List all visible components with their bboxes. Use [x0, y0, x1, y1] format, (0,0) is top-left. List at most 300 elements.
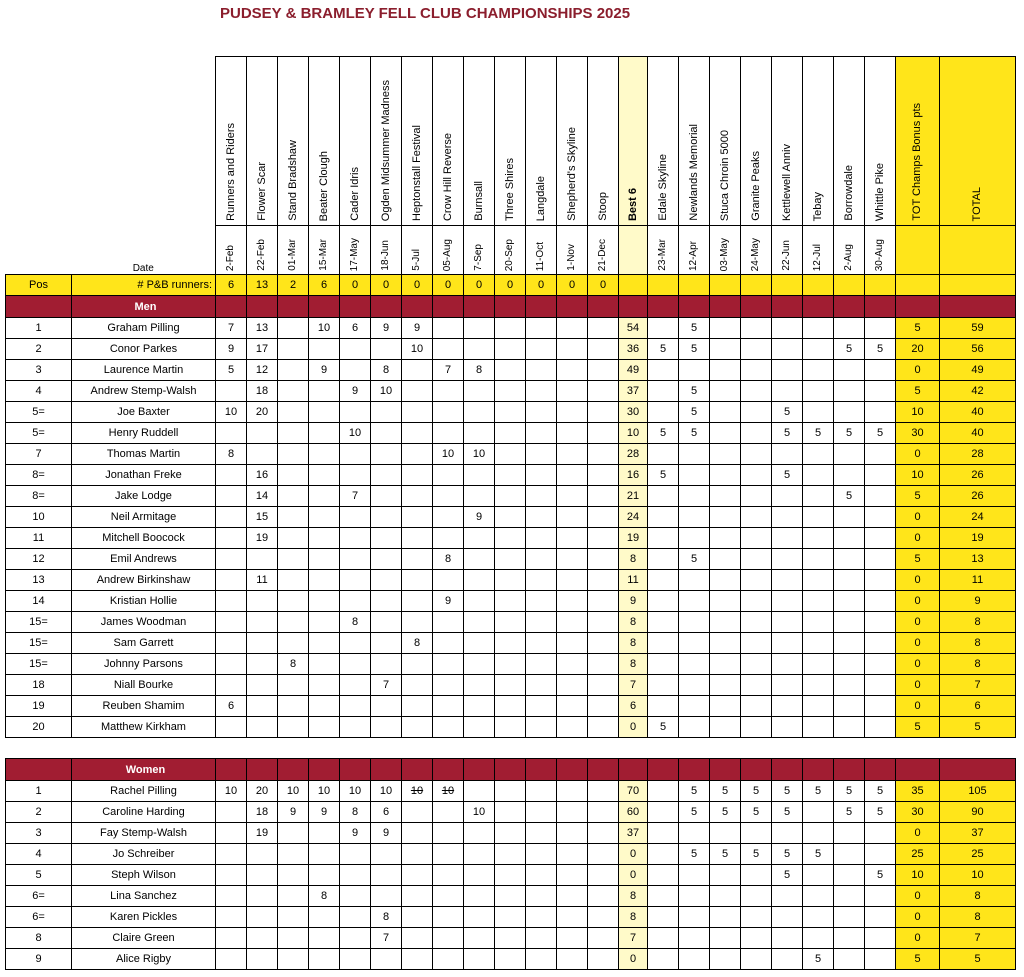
- position: 6=: [6, 907, 72, 928]
- table-row: [6, 486, 1016, 507]
- tot-points: [648, 549, 679, 570]
- bonus-points: 10: [896, 865, 940, 886]
- race-points: [278, 928, 309, 949]
- race-points: [526, 781, 557, 802]
- race-points: [309, 823, 340, 844]
- race-points: [433, 528, 464, 549]
- tot-points: [772, 507, 803, 528]
- tot-points: 5: [865, 781, 896, 802]
- race-header-label: Runners and Riders: [224, 123, 237, 221]
- race-points: [526, 423, 557, 444]
- race-points: [588, 444, 619, 465]
- runner-count: 0: [495, 275, 526, 296]
- race-points: [464, 423, 495, 444]
- race-points: [216, 486, 247, 507]
- race-points: [340, 886, 371, 907]
- total-points: 42: [940, 381, 1016, 402]
- position: 3: [6, 823, 72, 844]
- race-points: [216, 507, 247, 528]
- section-fill-cell: [402, 296, 433, 318]
- tot-points: [648, 928, 679, 949]
- race-points: [371, 402, 402, 423]
- tot-points: [865, 633, 896, 654]
- tot-points: [741, 675, 772, 696]
- race-points: [340, 633, 371, 654]
- tot-points: [803, 717, 834, 738]
- race-points: [340, 402, 371, 423]
- race-points: [371, 486, 402, 507]
- section-fill-cell: [865, 759, 896, 781]
- race-points: [340, 528, 371, 549]
- runner-count: 0: [588, 275, 619, 296]
- section-pos-cell: [6, 296, 72, 318]
- race-points: [278, 507, 309, 528]
- tot-points: [865, 612, 896, 633]
- section-fill-cell: [741, 759, 772, 781]
- race-points: [557, 907, 588, 928]
- race-points: [464, 907, 495, 928]
- tot-points: [834, 444, 865, 465]
- tot-points: [834, 844, 865, 865]
- date-row: [6, 226, 1016, 275]
- total-points: 28: [940, 444, 1016, 465]
- best6-points: 30: [619, 402, 648, 423]
- race-header-label: Ogden Midsummer Madness: [379, 79, 392, 221]
- tot-points: [865, 654, 896, 675]
- race-points: [309, 928, 340, 949]
- table-row: [6, 865, 1016, 886]
- section-fill-cell: [526, 759, 557, 781]
- race-points: [557, 654, 588, 675]
- section-fill-cell: [588, 759, 619, 781]
- tot-points: 5: [679, 781, 710, 802]
- tot-points: [865, 570, 896, 591]
- race-points: [402, 865, 433, 886]
- runner-name: Niall Bourke: [72, 675, 216, 696]
- race-points: [588, 949, 619, 970]
- position: 11: [6, 528, 72, 549]
- race-points: [309, 507, 340, 528]
- tot-points: 5: [679, 318, 710, 339]
- bonus-points: 10: [896, 465, 940, 486]
- tot-points: [772, 318, 803, 339]
- race-points: [340, 549, 371, 570]
- total-points: 24: [940, 507, 1016, 528]
- tot-points: [741, 612, 772, 633]
- race-points: [278, 696, 309, 717]
- section-header-men: [6, 296, 1016, 318]
- race-points: [433, 675, 464, 696]
- race-points: [495, 675, 526, 696]
- race-points: 9: [371, 823, 402, 844]
- race-points: [433, 844, 464, 865]
- tot-points: 5: [679, 802, 710, 823]
- race-points: [557, 381, 588, 402]
- race-date-label: 7-Sep: [473, 244, 484, 271]
- race-points: 9: [309, 802, 340, 823]
- race-points: [371, 612, 402, 633]
- tot-points: [772, 907, 803, 928]
- runner-name: Fay Stemp-Walsh: [72, 823, 216, 844]
- tot-points: [803, 528, 834, 549]
- race-points: 9: [216, 339, 247, 360]
- tot-points: [710, 507, 741, 528]
- race-points: 18: [247, 802, 278, 823]
- bonus-points: 5: [896, 486, 940, 507]
- race-points: [247, 949, 278, 970]
- tot-points: [803, 654, 834, 675]
- section-fill-cell: [741, 296, 772, 318]
- race-points: [309, 675, 340, 696]
- bonus-points: 0: [896, 696, 940, 717]
- race-points: [371, 865, 402, 886]
- tot-points: 5: [679, 844, 710, 865]
- race-date: [495, 226, 526, 275]
- race-points: [216, 612, 247, 633]
- tot-points: [648, 402, 679, 423]
- tot-points: [772, 823, 803, 844]
- race-points: [371, 570, 402, 591]
- race-points: [216, 802, 247, 823]
- tot-points: 5: [834, 423, 865, 444]
- section-fill-cell: [278, 759, 309, 781]
- pos-header: Pos: [6, 275, 72, 296]
- race-points: 7: [371, 928, 402, 949]
- tot-points: [772, 444, 803, 465]
- section-title: Women: [72, 759, 216, 781]
- best6-points: 21: [619, 486, 648, 507]
- position: 15=: [6, 633, 72, 654]
- tot-points: [803, 570, 834, 591]
- tot-race-header-label: Stuca Chroin 5000: [718, 129, 731, 221]
- race-points: [588, 591, 619, 612]
- race-date-label: 1-Nov: [566, 244, 577, 271]
- race-points: [278, 907, 309, 928]
- position: 14: [6, 591, 72, 612]
- race-points: [588, 928, 619, 949]
- race-points: [464, 675, 495, 696]
- table-row: [6, 570, 1016, 591]
- race-points: [557, 612, 588, 633]
- position: 5: [6, 865, 72, 886]
- section-fill-cell: [679, 759, 710, 781]
- race-date-label: 21-Dec: [597, 238, 608, 271]
- race-points: [247, 591, 278, 612]
- runner-count: 0: [340, 275, 371, 296]
- race-points: [247, 717, 278, 738]
- race-points: 8: [309, 886, 340, 907]
- section-fill-cell: [340, 759, 371, 781]
- race-points: [495, 528, 526, 549]
- runner-count: 0: [433, 275, 464, 296]
- race-points: [588, 360, 619, 381]
- table-row: [6, 802, 1016, 823]
- tot-points: [772, 654, 803, 675]
- tot-points: [741, 928, 772, 949]
- race-points: [495, 802, 526, 823]
- race-points: [495, 318, 526, 339]
- bonus-points: 30: [896, 423, 940, 444]
- race-header-label: Burnsall: [472, 181, 485, 221]
- tot-points: [772, 928, 803, 949]
- race-date-label: 2-Feb: [225, 244, 236, 271]
- race-points: [557, 549, 588, 570]
- tot-points: [865, 507, 896, 528]
- race-points: 13: [247, 318, 278, 339]
- tot-points: [679, 570, 710, 591]
- tot-race-date: [741, 226, 772, 275]
- tot-points: [834, 949, 865, 970]
- best6-points: 37: [619, 823, 648, 844]
- race-points: [278, 675, 309, 696]
- tot-points: [834, 318, 865, 339]
- tot-points: [772, 570, 803, 591]
- position: 6=: [6, 886, 72, 907]
- race-points: [278, 549, 309, 570]
- race-points: [433, 402, 464, 423]
- tot-points: [741, 318, 772, 339]
- race-header: [247, 57, 278, 226]
- section-fill-cell: [526, 296, 557, 318]
- race-points: [309, 486, 340, 507]
- bonus-points: 5: [896, 318, 940, 339]
- race-points: [526, 717, 557, 738]
- race-points: 10: [309, 781, 340, 802]
- total-date-cell: [940, 226, 1016, 275]
- tot-points: [803, 549, 834, 570]
- race-points: [557, 802, 588, 823]
- race-date-label: 5-Jul: [411, 249, 422, 271]
- section-title: Men: [72, 296, 216, 318]
- race-points: 9: [433, 591, 464, 612]
- section-fill-cell: [557, 759, 588, 781]
- race-points: [371, 633, 402, 654]
- tot-points: [710, 696, 741, 717]
- bonus-points: 0: [896, 633, 940, 654]
- tot-points: [741, 696, 772, 717]
- race-points: [495, 507, 526, 528]
- bonus-points: 5: [896, 949, 940, 970]
- race-points: [526, 549, 557, 570]
- race-points: [588, 865, 619, 886]
- race-points: [309, 865, 340, 886]
- best6-points: 36: [619, 339, 648, 360]
- race-points: [216, 949, 247, 970]
- tot-points: [772, 612, 803, 633]
- race-points: [495, 654, 526, 675]
- race-points: 6: [340, 318, 371, 339]
- tot-race-header: [710, 57, 741, 226]
- tot-points: [803, 928, 834, 949]
- tot-count-cell: [772, 275, 803, 296]
- section-fill-cell: [710, 759, 741, 781]
- tot-points: [803, 823, 834, 844]
- section-fill-cell: [464, 759, 495, 781]
- race-points: [526, 381, 557, 402]
- race-points: [588, 886, 619, 907]
- race-points: [309, 339, 340, 360]
- section-fill-cell: [433, 296, 464, 318]
- tot-points: [865, 823, 896, 844]
- best6-points: 10: [619, 423, 648, 444]
- tot-race-date: [803, 226, 834, 275]
- tot-points: [803, 907, 834, 928]
- race-points: [309, 612, 340, 633]
- table-row: [6, 528, 1016, 549]
- race-points: [216, 423, 247, 444]
- race-points: [278, 844, 309, 865]
- race-points: [433, 907, 464, 928]
- race-date: [340, 226, 371, 275]
- tot-points: 5: [772, 402, 803, 423]
- position: 8=: [6, 465, 72, 486]
- section-fill-cell: [247, 296, 278, 318]
- race-points: [588, 465, 619, 486]
- best6-header: [619, 57, 648, 226]
- race-points: [309, 549, 340, 570]
- bonus-points: 0: [896, 570, 940, 591]
- race-points: [402, 823, 433, 844]
- race-points: [526, 928, 557, 949]
- race-points: [495, 486, 526, 507]
- section-fill-cell: [309, 759, 340, 781]
- race-points: [371, 696, 402, 717]
- race-points: [340, 675, 371, 696]
- tot-points: [648, 907, 679, 928]
- tot-points: 5: [803, 844, 834, 865]
- race-points: [588, 318, 619, 339]
- race-points: [278, 444, 309, 465]
- race-points: [247, 654, 278, 675]
- race-points: [433, 928, 464, 949]
- race-points: 10: [433, 444, 464, 465]
- runner-count: 0: [557, 275, 588, 296]
- race-points: [402, 381, 433, 402]
- race-points: 8: [371, 907, 402, 928]
- race-points: [557, 844, 588, 865]
- race-date-label: 20-Sep: [504, 238, 515, 271]
- race-points: [588, 402, 619, 423]
- position: 7: [6, 444, 72, 465]
- race-points: [371, 717, 402, 738]
- race-points: [278, 823, 309, 844]
- race-points: [402, 717, 433, 738]
- tot-race-date: [772, 226, 803, 275]
- tot-points: 5: [710, 802, 741, 823]
- race-points: [247, 865, 278, 886]
- race-points: [557, 865, 588, 886]
- race-points: 7: [216, 318, 247, 339]
- race-points: [495, 549, 526, 570]
- tot-race-header: [648, 57, 679, 226]
- race-header-label: Crow Hill Reverse: [441, 132, 454, 221]
- race-points: [402, 654, 433, 675]
- race-points: [216, 528, 247, 549]
- tot-points: [865, 886, 896, 907]
- race-points: [340, 696, 371, 717]
- total-points: 8: [940, 654, 1016, 675]
- runner-name: Matthew Kirkham: [72, 717, 216, 738]
- tot-points: [834, 612, 865, 633]
- race-points: 20: [247, 402, 278, 423]
- race-points: [247, 633, 278, 654]
- position: 4: [6, 844, 72, 865]
- race-points: [247, 675, 278, 696]
- tot-points: [648, 570, 679, 591]
- total-points: 11: [940, 570, 1016, 591]
- race-points: 10: [464, 444, 495, 465]
- tot-points: [803, 886, 834, 907]
- best6-points: 11: [619, 570, 648, 591]
- section-header-women: [6, 759, 1016, 781]
- position: 2: [6, 802, 72, 823]
- tot-points: [679, 907, 710, 928]
- runner-name: Jonathan Freke: [72, 465, 216, 486]
- tot-points: [834, 381, 865, 402]
- race-points: [278, 591, 309, 612]
- race-points: [526, 318, 557, 339]
- tot-points: [648, 591, 679, 612]
- tot-points: [648, 886, 679, 907]
- race-points: [309, 423, 340, 444]
- tot-points: [679, 717, 710, 738]
- race-points: 10: [402, 781, 433, 802]
- race-points: 10: [309, 318, 340, 339]
- section-fill-cell: [433, 759, 464, 781]
- tot-points: [772, 886, 803, 907]
- race-points: [557, 444, 588, 465]
- bonus-points: 0: [896, 507, 940, 528]
- tot-points: [772, 591, 803, 612]
- race-points: [588, 696, 619, 717]
- race-points: [216, 823, 247, 844]
- table-row: [6, 886, 1016, 907]
- bonus-points: 5: [896, 717, 940, 738]
- tot-points: [648, 528, 679, 549]
- race-points: [557, 886, 588, 907]
- race-points: 10: [402, 339, 433, 360]
- race-points: [526, 675, 557, 696]
- tot-points: [710, 675, 741, 696]
- tot-race-date-label: 24-May: [750, 237, 761, 271]
- race-points: 8: [278, 654, 309, 675]
- tot-points: [741, 528, 772, 549]
- runner-count: 6: [216, 275, 247, 296]
- tot-race-header-label: Newlands Memorial: [687, 124, 700, 221]
- tot-points: [803, 486, 834, 507]
- race-points: [309, 949, 340, 970]
- tot-points: 5: [803, 949, 834, 970]
- race-points: [433, 507, 464, 528]
- race-points: [464, 886, 495, 907]
- section-fill-cell: [216, 759, 247, 781]
- best6-count-cell: [619, 275, 648, 296]
- tot-race-header-label: Granite Peaks: [749, 151, 762, 221]
- tot-race-header: [803, 57, 834, 226]
- tot-points: [679, 465, 710, 486]
- tot-points: [710, 402, 741, 423]
- race-points: [433, 318, 464, 339]
- race-points: 8: [371, 360, 402, 381]
- tot-race-date-label: 12-Apr: [688, 240, 699, 271]
- tot-points: [648, 781, 679, 802]
- runner-name: Steph Wilson: [72, 865, 216, 886]
- tot-race-date-label: 22-Jun: [781, 240, 792, 271]
- race-points: [278, 486, 309, 507]
- tot-points: [865, 675, 896, 696]
- race-points: 8: [216, 444, 247, 465]
- section-fill-cell: [648, 759, 679, 781]
